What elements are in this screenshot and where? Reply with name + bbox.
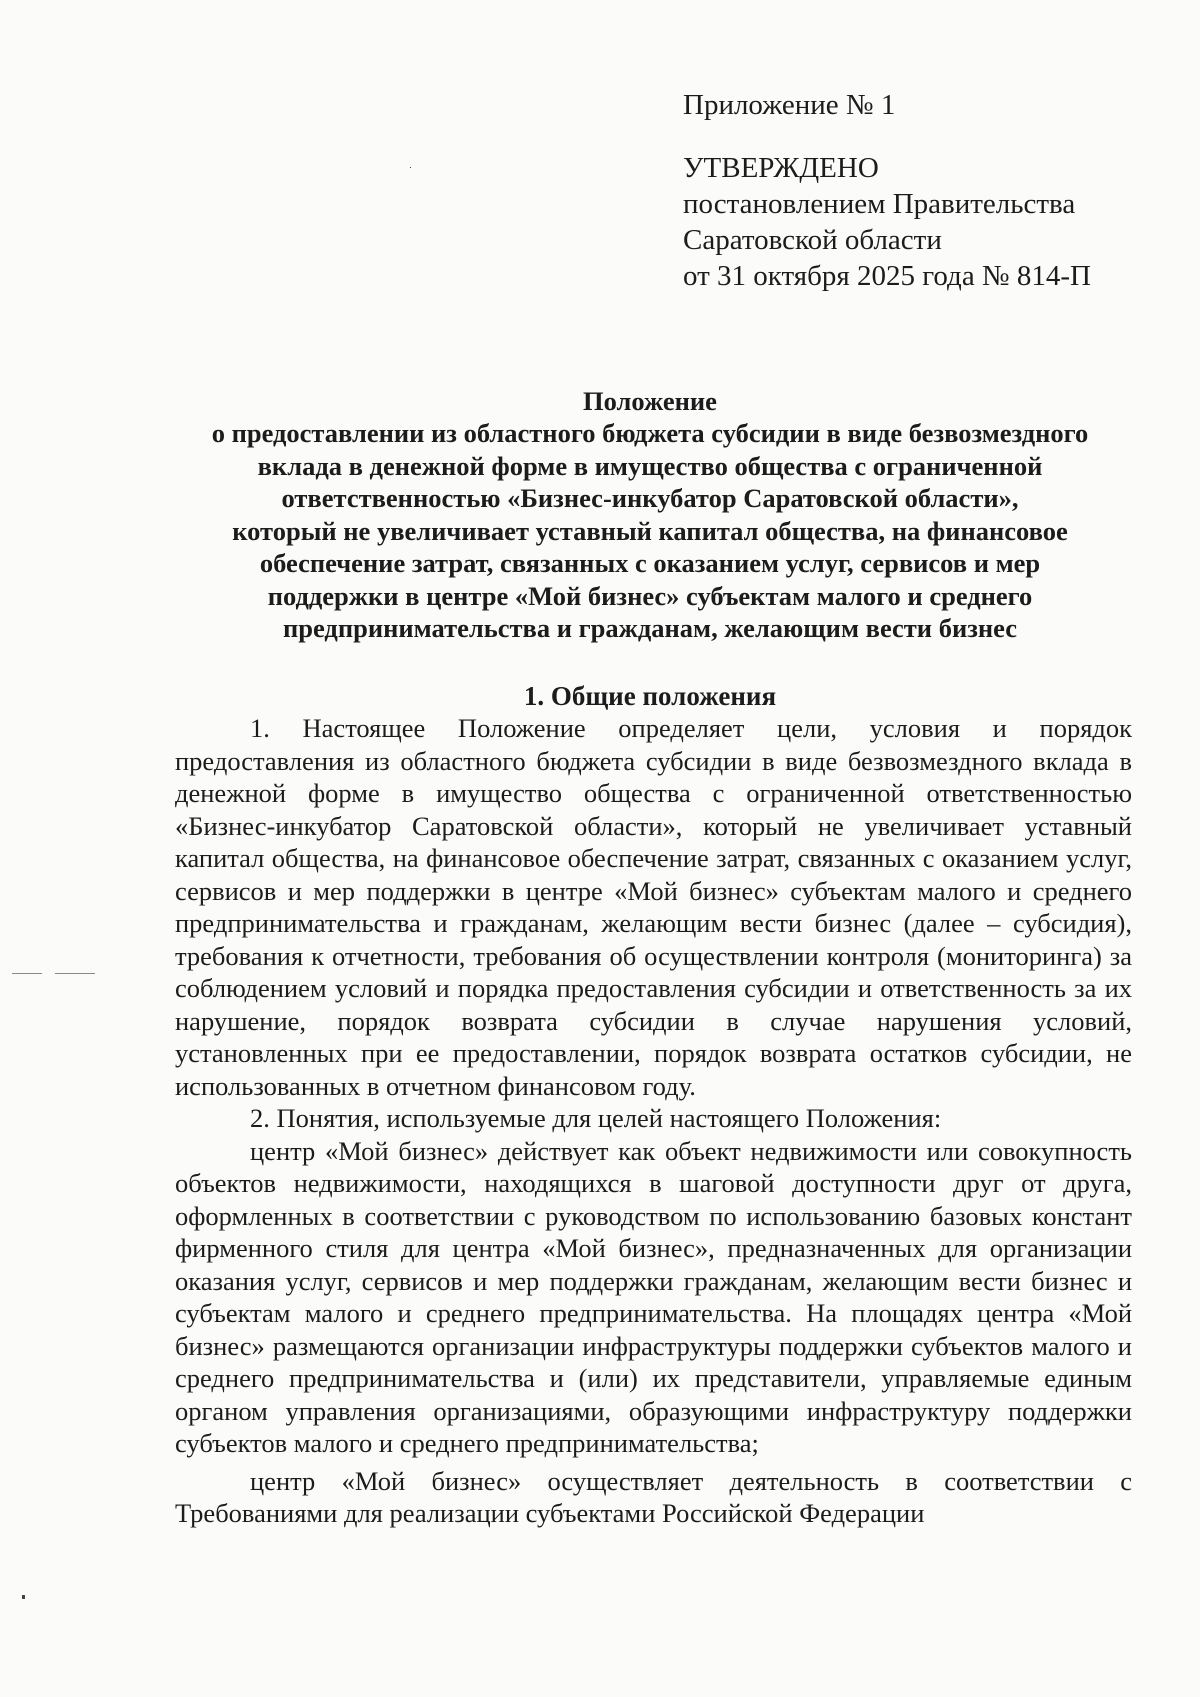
title-line: поддержки в центре «Мой бизнес» субъектам малого и среднего [267,580,1033,611]
scan-dash [55,973,95,974]
approval-line-1: постановлением Правительства [683,187,1076,220]
title-line: обеспечение затрат, связанных с оказанием услуг, сервисов и мер [259,548,1041,579]
section-body [175,712,1132,1530]
paragraph: центр «Мой бизнес» осуществляет деятельность в соответствии с Требованиями для реализации субъектами Российской Федерации [175,1465,1132,1528]
document-title [160,385,1140,645]
scan-speck [410,167,411,168]
title-line: ответственностью «Бизнес-инкубатор Саратовской области», [281,483,1019,514]
title-line: который не увеличивает уставный капитал общества, на финансовое [232,515,1068,546]
scan-speck [22,1595,25,1599]
scan-dash [12,973,42,974]
title-heading: Положение [583,386,717,416]
approval-line-2: Саратовской области [683,223,942,256]
annex-number: Приложение № 1 [683,89,896,121]
paragraph: 1. Настоящее Положение определяет цели, условия и порядок предоставления из областного бюджета субсидии в виде безвозмездного вклада в денежной форме в имущество общества с ограниченной ответственностью «Бизнес-инкубатор Саратовской области», который не увеличивает уставный капитал общества, на финансовое обеспечение затрат, связанных с оказанием услуг, сервисов и мер поддержки в центре «Мой бизнес» субъектам малого и среднего предпринимательства и гражданам, желающим вести бизнес (далее – субсидия), требования к отчетности, требования об осуществлении контроля (мониторинга) за соблюдением условий и порядка предоставления субсидии и ответственность за их нарушение, порядок возврата субсидии в случае нарушения условий, установленных при ее предоставлении, порядок возврата остатков субсидии, не использованных в отчетном финансовом году. [175,713,1132,1101]
title-line: вклада в денежной форме в имущество общества с ограниченной [257,450,1043,481]
title-line: предпринимательства и гражданам, желающим вести бизнес [283,613,1017,644]
section-heading: 1. Общие положения [523,681,777,711]
approved-stamp-text: УТВЕРЖДЕНО [683,151,879,184]
approval-block [683,88,1163,295]
approval-date-line: от 31 октября 2025 года № 814-П [683,259,1091,292]
paragraph: центр «Мой бизнес» действует как объект недвижимости или совокупность объектов недвижимости, находящихся в шаговой доступности друг от друга, оформленных в соответствии с руководством по использованию базовых констант фирменного стиля для центра «Мой бизнес», предназначенных для организации оказания услуг, сервисов и мер поддержки гражданам, желающим вести бизнес и субъектам малого и среднего предпринимательства. На площадях центра «Мой бизнес» размещаются организации инфраструктуры поддержки субъектов малого и среднего предпринимательства и (или) их представители, управляемые единым органом управления организациями, образующими инфраструктуру поддержки субъектов малого и среднего предпринимательства; [175,1135,1132,1458]
title-line: о предоставлении из областного бюджета субсидии в виде безвозмездного [211,418,1089,449]
paragraph: 2. Понятия, используемые для целей настоящего Положения: [250,1103,942,1133]
